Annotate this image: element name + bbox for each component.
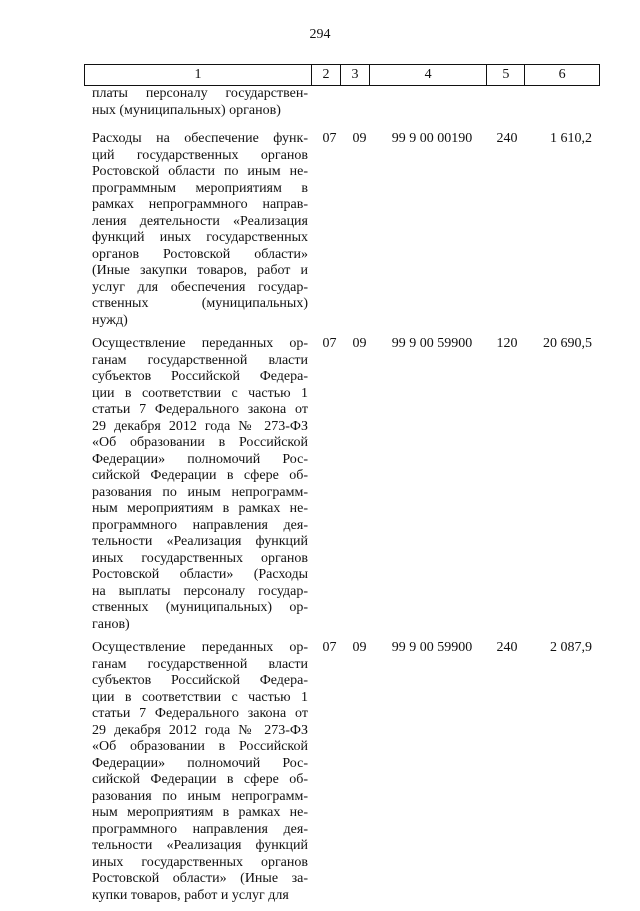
section-code: 07 [322,640,337,655]
header-col-3: 3 [341,65,370,85]
description-line: иных государственных органов [92,550,308,566]
description-line: ганам государственной власти [92,656,308,672]
amount [526,86,600,119]
expense-type-code [488,86,526,119]
amount: 20 690,5 [543,336,592,351]
table-row [84,131,600,329]
description-line: «Об образовании в Российской [92,739,308,754]
row-description [84,86,312,119]
description-line: тельности «Реализация функций [92,838,308,853]
expense-type-code: 240 [496,131,518,146]
description-line: программного направления дея- [92,821,308,837]
target-article-code: 99 9 00 00190 [391,131,473,146]
description-line: органов Ростовской области» [92,246,308,262]
description-line: ным мероприятиям в рамках не- [92,501,308,516]
description-line: статьи 7 Федерального закона от [92,706,308,721]
table-header [84,64,600,86]
description-line: тельности «Реализация функций [92,534,308,549]
description-line: ственных (муниципальных) ор- [92,600,308,615]
description-line: сийской Федерации в сфере об- [92,772,308,787]
description-line: Ростовской области по иным не- [92,164,308,179]
amount: 1 610,2 [550,131,592,146]
description-line: разования по иным непрограмм- [92,484,308,500]
expense-type-code: 120 [496,336,518,351]
description-line: платы персоналу государствен- [92,86,308,101]
description-line: субъектов Российской Федера- [92,369,308,384]
description-line: 29 декабря 2012 года № 273-ФЗ [92,418,308,434]
description-line: на выплаты персоналу государ- [92,583,308,599]
subsection-code: 09 [352,336,367,351]
description-line: ций государственных органов [92,147,308,163]
target-article-code [370,86,488,119]
table-row [84,640,600,904]
description-line: субъектов Российской Федера- [92,673,308,688]
row-description [84,131,312,329]
description-line: статьи 7 Федерального закона от [92,402,308,417]
description-line: Федерации» полномочий Рос- [92,451,308,467]
expense-type-code: 240 [496,640,518,655]
description-line: сийской Федерации в сфере об- [92,468,308,483]
description-line: ции в соответствии с частью 1 [92,385,308,401]
description-line: Осуществление переданных ор- [92,336,308,351]
description-line: программного направления дея- [92,517,308,533]
section-code: 07 [322,336,337,351]
description-line: ным мероприятиям в рамках не- [92,805,308,820]
section-code [312,86,341,119]
page-number: 294 [309,27,331,42]
row-description [84,640,312,904]
description-line: «Об образовании в Российской [92,435,308,450]
amount: 2 087,9 [550,640,592,655]
description-line: 29 декабря 2012 года № 273-ФЗ [92,722,308,738]
description-line: услуг для обеспечения государ- [92,279,308,295]
description-line: ции в соответствии с частью 1 [92,689,308,705]
subsection-code: 09 [352,131,367,146]
subsection-code: 09 [352,640,367,655]
table-row [84,336,600,633]
description-line: Ростовской области» (Иные за- [92,871,308,886]
description-line: купки товаров, работ и услуг для [92,887,289,903]
header-col-4: 4 [370,65,488,85]
description-line: Ростовской области» (Расходы [92,567,308,582]
row-description [84,336,312,633]
description-line: (Иные закупки товаров, работ и [92,263,308,278]
description-line: ственных (муниципальных) [92,296,308,311]
header-col-2: 2 [312,65,341,85]
section-code: 07 [322,131,337,146]
description-line: Расходы на обеспечение функ- [92,131,308,146]
description-line: разования по иным непрограмм- [92,788,308,804]
description-line: иных государственных органов [92,854,308,870]
target-article-code: 99 9 00 59900 [391,336,473,351]
description-line: рамках непрограммного направ- [92,197,308,212]
header-col-1: 1 [85,65,312,85]
description-line: программным мероприятиям в [92,180,308,196]
description-line: ления деятельности «Реализация [92,213,308,229]
header-col-5: 5 [487,65,525,85]
header-col-6: 6 [558,67,566,82]
description-line: функций иных государственных [92,230,308,245]
description-line: ганов) [92,616,130,632]
description-line: Осуществление переданных ор- [92,640,308,655]
description-line: Федерации» полномочий Рос- [92,755,308,771]
description-line: нужд) [92,312,128,328]
target-article-code: 99 9 00 59900 [391,640,473,655]
table-body [84,86,600,911]
subsection-code [341,86,370,119]
table-row [84,86,600,119]
description-line: ных (муниципальных) органов) [92,102,281,118]
description-line: ганам государственной власти [92,352,308,368]
